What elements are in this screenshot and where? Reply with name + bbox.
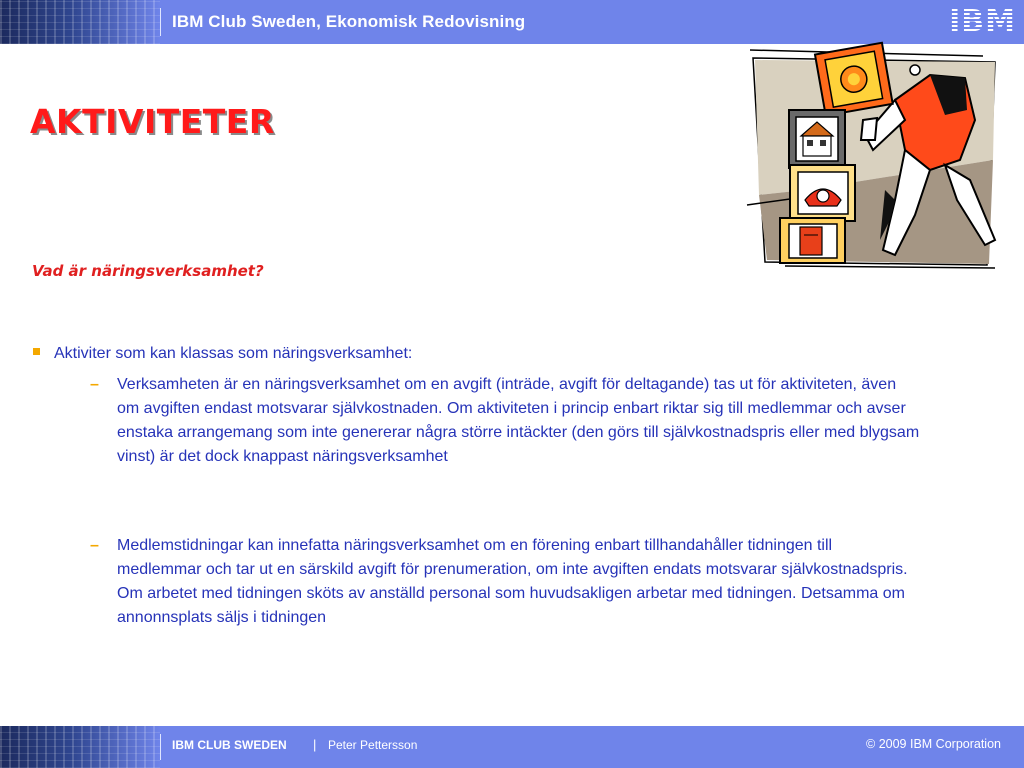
ibm-logo: IBM [949, 4, 1016, 39]
bullet-text: Aktiviter som kan klassas som näringsverksamhet: [54, 345, 413, 362]
footer-separator: | [313, 737, 317, 752]
sub-bullet-text: Medlemstidningar kan innefatta näringsverksamhet om en förening enbart tillhandahåller tidningen till medlemmar och tar ut en särskild avgift för prenumeration, om inte avgiften endats motsvarar självkostnadspris. Om arbetet med tidningen sköts av anställd personal som huvudsakligen arbetar med tidningen. Detsamma om annonnsplats säljs i tidningen [117, 537, 908, 626]
footer-copyright: © 2009 IBM Corporation [866, 737, 1001, 751]
sub-bullet-item [90, 534, 920, 630]
dash-bullet-icon: – [90, 376, 99, 393]
footer-org: IBM CLUB SWEDEN [172, 738, 287, 752]
footer-divider [160, 734, 161, 760]
sub-bullet-item [90, 373, 920, 469]
dash-bullet-icon: – [90, 537, 99, 554]
slide-subtitle: Vad är näringsverksamhet? [32, 262, 264, 280]
footer-decoration [0, 726, 160, 768]
slide-title: AKTIVITETER [30, 102, 275, 141]
sub-bullet-text: Verksamheten är en näringsverksamhet om en avgift (inträde, avgift för deltagande) tas ut för aktiviteten, även om avgiften endast motsvarar självkostnaden. Om aktiviteten i princip enbart riktar sig till medlemmar och avser enstaka arrangemang som inte genererar några större intäckter (den görs till självkostnadspris eller med blygsam vinst) är det dock knappast näringsverksamhet [117, 376, 920, 465]
header-bar [0, 0, 1024, 44]
square-bullet-icon [33, 348, 40, 355]
footer-author: Peter Pettersson [328, 738, 418, 752]
header-title: IBM Club Sweden, Ekonomisk Redovisning [172, 12, 526, 31]
clipart-illustration [745, 40, 1007, 270]
footer-bar [0, 726, 1024, 768]
bullet-item [33, 345, 733, 363]
header-divider [160, 8, 161, 36]
header-decoration [0, 0, 160, 44]
